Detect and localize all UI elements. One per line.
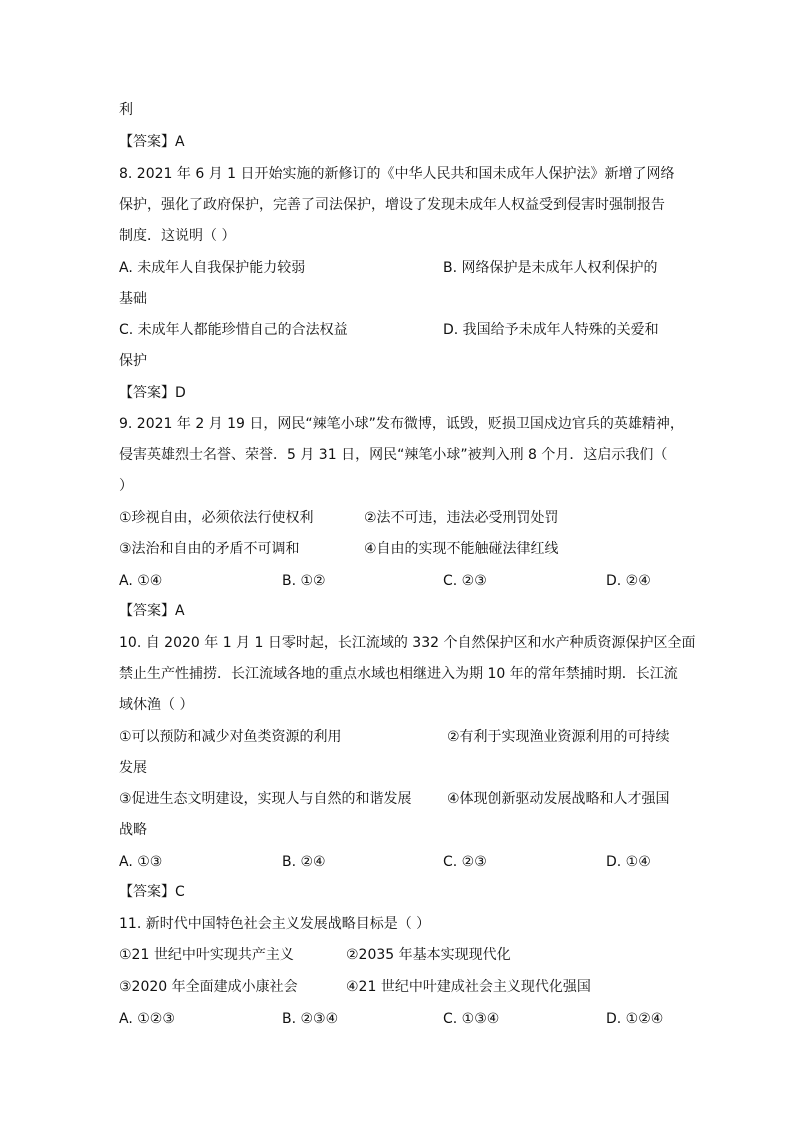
q7-answer: 【答案】A — [119, 134, 185, 150]
q10-item-4: ④体现创新驱动发展战略和人才强国 — [447, 791, 670, 807]
q8-option-b: B. 网络保护是未成年人权利保护的 — [443, 260, 658, 276]
q8-option-d-continued: 保护 — [119, 353, 147, 369]
carry-over-text: 利 — [119, 102, 133, 118]
q8-option-d: D. 我国给予未成年人特殊的关爱和 — [443, 322, 659, 338]
q8-option-b-continued: 基础 — [119, 291, 147, 307]
q11-item-2: ②2035 年基本实现现代化 — [346, 947, 511, 963]
q8-option-a: A. 未成年人自我保护能力较弱 — [119, 260, 306, 276]
q10-item-3: ③促进生态文明建设，实现人与自然的和谐发展 — [119, 791, 412, 807]
q10-answer: 【答案】C — [119, 884, 185, 900]
q11-option-a: A. ①②③ — [119, 1011, 175, 1027]
q10-stem-line-2: 禁止生产性捕捞．长江流域各地的重点水域也相继进入为期 10 年的常年禁捕时期．长江流 — [119, 666, 678, 682]
q11-option-d: D. ①②④ — [606, 1011, 664, 1027]
q8-stem-line-2: 保护，强化了政府保护，完善了司法保护，增设了发现未成年人权益受到侵害时强制报告 — [119, 197, 665, 213]
q10-stem-line-3: 域休渔（ ） — [119, 697, 194, 713]
q10-option-d: D. ①④ — [606, 854, 651, 870]
q11-stem-line-1: 11. 新时代中国特色社会主义发展战略目标是（ ） — [119, 916, 431, 932]
q11-option-b: B. ②③④ — [282, 1011, 339, 1027]
q9-option-d: D. ②④ — [606, 573, 651, 589]
q11-option-c: C. ①③④ — [443, 1011, 500, 1027]
q11-item-3: ③2020 年全面建成小康社会 — [119, 979, 298, 995]
q9-stem-line-1: 9. 2021 年 2 月 19 日，网民“辣笔小球”发布微博，诋毁，贬损卫国戍边官兵的英雄精神， — [119, 416, 684, 432]
q9-item-1: ①珍视自由，必须依法行使权利 — [119, 510, 314, 526]
q8-stem-line-1: 8. 2021 年 6 月 1 日开始实施的新修订的《中华人民共和国未成年人保护法》新增了网络 — [119, 166, 675, 182]
q9-item-4: ④自由的实现不能触碰法律红线 — [364, 541, 559, 557]
q10-option-a: A. ①③ — [119, 854, 163, 870]
q9-item-2: ②法不可违，违法必受刑罚处罚 — [364, 510, 559, 526]
q9-option-a: A. ①④ — [119, 573, 163, 589]
q9-option-b: B. ①② — [282, 573, 326, 589]
q8-stem-line-3: 制度．这说明（ ） — [119, 228, 236, 244]
q10-item-1: ①可以预防和减少对鱼类资源的利用 — [119, 729, 342, 745]
q10-item-4-continued: 战略 — [119, 822, 147, 838]
q9-answer: 【答案】A — [119, 603, 185, 619]
q8-answer: 【答案】D — [119, 385, 186, 401]
q9-stem-line-2: 侵害英雄烈士名誉、荣誉．5 月 31 日，网民“辣笔小球”被判入刑 8 个月．这启示我们（ — [119, 447, 668, 463]
q9-option-c: C. ②③ — [443, 573, 487, 589]
q11-item-4: ④21 世纪中叶建成社会主义现代化强国 — [346, 979, 591, 995]
q10-stem-line-1: 10. 自 2020 年 1 月 1 日零时起，长江流域的 332 个自然保护区和水产种质资源保护区全面 — [119, 635, 696, 651]
q9-stem-line-3: ） — [119, 478, 133, 494]
q10-option-b: B. ②④ — [282, 854, 326, 870]
q9-item-3: ③法治和自由的矛盾不可调和 — [119, 541, 300, 557]
q10-item-2-continued: 发展 — [119, 760, 147, 776]
q10-option-c: C. ②③ — [443, 854, 487, 870]
q8-option-c: C. 未成年人都能珍惜自己的合法权益 — [119, 322, 348, 338]
q11-item-1: ①21 世纪中叶实现共产主义 — [119, 947, 294, 963]
q10-item-2: ②有利于实现渔业资源利用的可持续 — [447, 729, 670, 745]
